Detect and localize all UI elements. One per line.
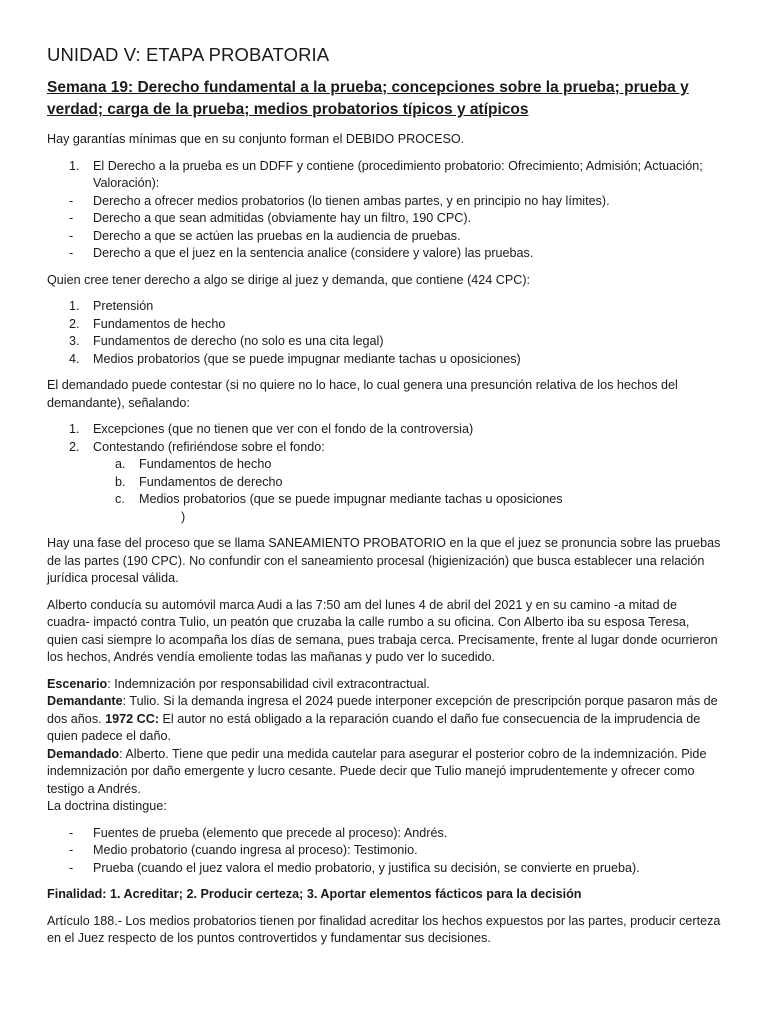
- unit-title: UNIDAD V: ETAPA PROBATORIA: [47, 44, 330, 65]
- list-marker: 1.: [69, 299, 80, 313]
- list-item-text: Fundamentos de derecho (no solo es una cita legal): [93, 334, 384, 348]
- list-marker: 2.: [69, 316, 80, 331]
- plaintiff-line: [47, 693, 722, 746]
- list-item: [47, 245, 722, 263]
- list-marker: -: [69, 193, 74, 208]
- list-item: [47, 193, 722, 211]
- article-paragraph: Artículo 188.- Los medios probatorios tienen por finalidad acreditar los hechos expuestos por las partes, producir certeza en el Juez respecto de los puntos controvertidos y fundamentar sus decisiones.: [47, 913, 721, 945]
- list-item: [47, 474, 722, 492]
- list-item-text: Fundamentos de hecho: [93, 316, 226, 331]
- scenario-text: : Indemnización por responsabilidad civil extracontractual.: [107, 676, 430, 691]
- defendant-label: Demandado: [47, 746, 120, 761]
- list-marker: 1.: [69, 422, 80, 436]
- plaintiff-text: : Tulio. Si la demanda ingresa el 2024 puede interponer excepción de prescripción porque pasaron más de dos años.: [47, 694, 718, 726]
- list-item: [47, 456, 722, 474]
- list-item-text: Pretensión: [93, 299, 154, 313]
- list-item-text: Medio probatorio (cuando ingresa al proceso): Testimonio.: [93, 843, 418, 857]
- list-item: [47, 316, 722, 334]
- list-item-text: Medios probatorios (que se puede impugnar mediante tachas u oposiciones): [93, 351, 521, 366]
- list-item: [47, 333, 722, 351]
- list-item: [47, 298, 722, 316]
- closing-parenthesis: ): [181, 509, 186, 524]
- scenario-block: [47, 676, 722, 816]
- plaintiff-label: Demandante: [47, 694, 123, 708]
- list-item-text: Contestando (refiriéndose sobre el fondo:: [93, 439, 325, 454]
- civil-code-label: 1972 CC:: [105, 711, 160, 726]
- list-marker: 2.: [69, 439, 80, 454]
- list-marker: 3.: [69, 334, 80, 348]
- list-item: [47, 842, 722, 860]
- list-item-text: Derecho a ofrecer medios probatorios (lo tienen ambas partes, y en principio no hay límites).: [93, 193, 610, 208]
- list-item: [47, 421, 722, 439]
- list-marker: -: [69, 211, 74, 225]
- scenario-line: [47, 676, 722, 694]
- list-item-text: Excepciones (que no tienen que ver con el fondo de la controversia): [93, 422, 474, 436]
- list-marker: 1.: [69, 158, 80, 173]
- list-item: [47, 491, 722, 509]
- list-item: [47, 860, 722, 878]
- list-item: [47, 210, 722, 228]
- case-paragraph: Alberto conducía su automóvil marca Audi a las 7:50 am del lunes 4 de abril del 2021 y en su camino -a mitad de cuadra- impactó contra Tulio, un peatón que cruzaba la calle rumbo a su oficina. Con Alberto iba su esposa Teresa, quien casi siempre lo acompaña los días de semana, pues trabaja cerca. Precisamente, frente al lugar donde ocurrieron los hechos, Andrés vendía emoliente todas las mañanas y pudo ver lo sucedido.: [47, 597, 718, 664]
- defendant-sublist: [47, 456, 722, 509]
- purpose-line: [47, 886, 722, 904]
- list-marker: -: [69, 860, 74, 875]
- defendant-list: [47, 421, 722, 526]
- list-item: [47, 351, 722, 369]
- list-item: [47, 228, 722, 246]
- demand-list: [47, 298, 722, 368]
- list-marker: -: [69, 228, 74, 243]
- scenario-label: Escenario: [47, 676, 108, 691]
- demand-paragraph: Quien cree tener derecho a algo se dirige al juez y demanda, que contiene (424 CPC):: [47, 272, 531, 287]
- defendant-text: : Alberto. Tiene que pedir una medida cautelar para asegurar el posterior cobro de la indemnización. Pide indemnización por daño emergente y lucro cesante. Puede decir que Tulio manejó imprudentemente y ofrecer como testigo a Andrés.: [47, 746, 707, 796]
- list-marker: -: [69, 825, 74, 840]
- civil-code-text: El autor no está obligado a la reparación cuando el daño fue consecuencia de la imprudencia de quien padece el daño.: [47, 711, 701, 743]
- list-marker: 4.: [69, 351, 80, 366]
- week-heading: Semana 19: Derecho fundamental a la prueba; concepciones sobre la prueba; prueba y verdad; carga de la prueba; medios probatorios típicos y atípicos: [47, 79, 689, 118]
- list-marker: c.: [115, 492, 125, 506]
- list-item-text: Derecho a que se actúen las pruebas en la audiencia de pruebas.: [93, 228, 461, 243]
- list-item-text: Medios probatorios (que se puede impugnar mediante tachas u oposiciones: [139, 492, 563, 506]
- list-item-text: Fundamentos de hecho: [139, 457, 272, 471]
- list-item-text: Fuentes de prueba (elemento que precede al proceso): Andrés.: [93, 825, 448, 840]
- rights-list: [47, 158, 722, 263]
- list-item-text: Fundamentos de derecho: [139, 474, 283, 489]
- list-marker: a.: [115, 457, 126, 471]
- saneamiento-paragraph: Hay una fase del proceso que se llama SANEAMIENTO PROBATORIO en la que el juez se pronuncia sobre las pruebas de las partes (190 CPC). No confundir con el saneamiento procesal (higienización) que busca establecer una relación jurídica procesal válida.: [47, 536, 721, 585]
- list-item: [47, 439, 722, 527]
- intro-paragraph: Hay garantías mínimas que en su conjunto forman el DEBIDO PROCESO.: [47, 132, 465, 146]
- doctrine-list: [47, 825, 722, 878]
- defendant-paragraph: El demandado puede contestar (si no quiere no lo hace, lo cual genera una presunción relativa de los hechos del demandante), señalando:: [47, 378, 678, 410]
- list-item-text: El Derecho a la prueba es un DDFF y contiene (procedimiento probatorio: Ofrecimiento; Admisión; Actuación; Valoración):: [93, 158, 703, 190]
- list-item: [47, 158, 722, 193]
- doctrine-line: La doctrina distingue:: [47, 799, 167, 813]
- list-item-text: Prueba (cuando el juez valora el medio probatorio, y justifica su decisión, se convierte en prueba).: [93, 860, 640, 875]
- list-item: [47, 825, 722, 843]
- list-marker: -: [69, 843, 74, 857]
- defendant-line: [47, 746, 722, 799]
- list-item-text: Derecho a que el juez en la sentencia analice (considere y valore) las pruebas.: [93, 246, 534, 260]
- list-marker: -: [69, 246, 74, 260]
- purpose-text: Finalidad: 1. Acreditar; 2. Producir certeza; 3. Aportar elementos fácticos para la decisión: [47, 887, 582, 901]
- list-marker: b.: [115, 474, 126, 489]
- list-item-text: Derecho a que sean admitidas (obviamente hay un filtro, 190 CPC).: [93, 211, 472, 225]
